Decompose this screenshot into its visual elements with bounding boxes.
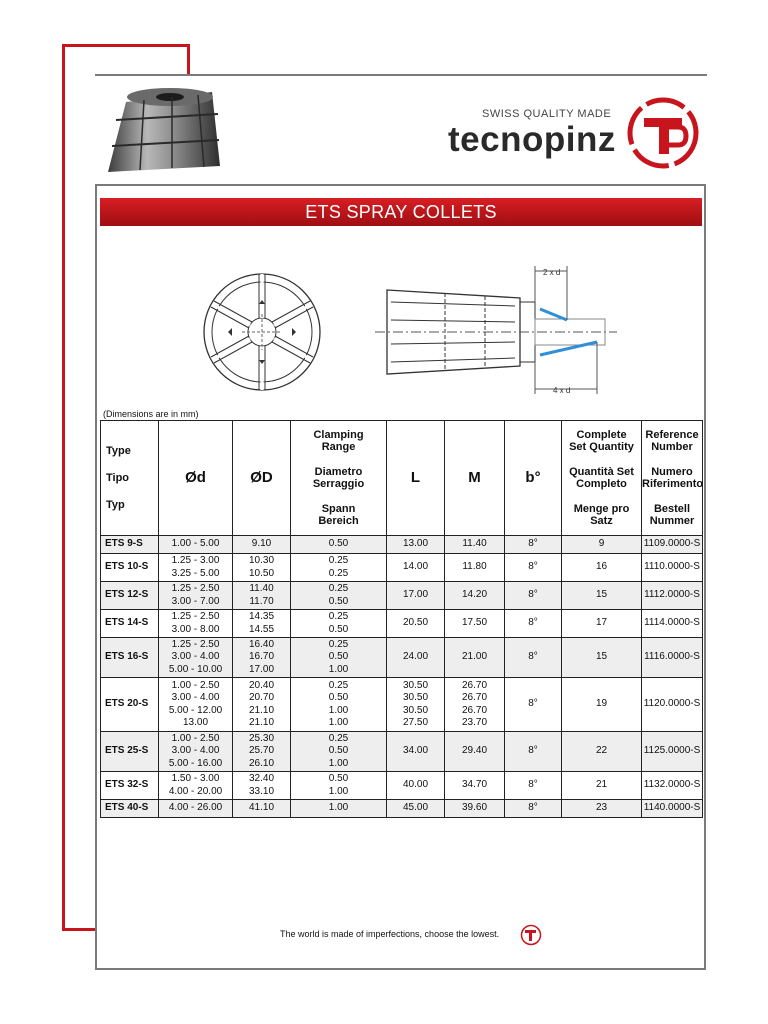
cell-angle: 8° <box>505 638 562 678</box>
cell-type: ETS 12-S <box>101 582 159 610</box>
red-frame-line-bottom <box>62 928 96 931</box>
cell-l: 40.00 <box>387 772 445 800</box>
cell-set-quantity: 15 <box>562 582 642 610</box>
cell-set-quantity: 21 <box>562 772 642 800</box>
dim-label-bottom: 4 x d <box>553 386 571 395</box>
header-d-large: ØD <box>233 421 291 536</box>
cell-l: 14.00 <box>387 554 445 582</box>
cell-reference: 1125.0000-S <box>642 732 703 772</box>
red-frame-line-drop <box>187 44 190 76</box>
cell-reference: 1120.0000-S <box>642 678 703 732</box>
cell-reference: 1116.0000-S <box>642 638 703 678</box>
cell-type: ETS 40-S <box>101 800 159 818</box>
cell-m: 14.20 <box>445 582 505 610</box>
brand-tagline: SWISS QUALITY MADE <box>482 108 612 120</box>
cell-m: 11.80 <box>445 554 505 582</box>
header-reference-number: Reference Number Numero Riferimento Bestell Nummer <box>642 421 703 536</box>
cell-clamping: 0.25 0.50 <box>291 582 387 610</box>
spec-table <box>100 420 703 818</box>
collet-technical-drawing <box>195 262 625 402</box>
header-rule <box>95 74 707 76</box>
cell-m: 39.60 <box>445 800 505 818</box>
cell-l: 34.00 <box>387 732 445 772</box>
cell-type: ETS 32-S <box>101 772 159 800</box>
cell-reference: 1114.0000-S <box>642 610 703 638</box>
cell-clamping: 0.25 0.25 <box>291 554 387 582</box>
cell-set-quantity: 23 <box>562 800 642 818</box>
header-clamping-range: Clamping Range Diametro Serraggio Spann Bereich <box>291 421 387 536</box>
header-b: b° <box>505 421 562 536</box>
dim-label-top: 2 x d <box>543 268 561 277</box>
cell-angle: 8° <box>505 554 562 582</box>
cell-reference: 1109.0000-S <box>642 536 703 554</box>
cell-d-range: 1.50 - 3.00 4.00 - 20.00 <box>159 772 233 800</box>
cell-type: ETS 20-S <box>101 678 159 732</box>
cell-l: 45.00 <box>387 800 445 818</box>
cell-angle: 8° <box>505 582 562 610</box>
table-row <box>101 554 703 582</box>
cell-set-quantity: 19 <box>562 678 642 732</box>
table-row <box>101 582 703 610</box>
cell-angle: 8° <box>505 610 562 638</box>
table-row <box>101 732 703 772</box>
page-title: ETS SPRAY COLLETS <box>100 198 702 226</box>
tecnopinz-logo-icon <box>624 94 702 172</box>
collet-side-view <box>375 266 617 394</box>
cell-m: 34.70 <box>445 772 505 800</box>
table-row <box>101 800 703 818</box>
cell-d-outer: 11.40 11.70 <box>233 582 291 610</box>
cell-d-outer: 20.40 20.70 21.10 21.10 <box>233 678 291 732</box>
cell-set-quantity: 15 <box>562 638 642 678</box>
cell-l: 17.00 <box>387 582 445 610</box>
cell-set-quantity: 16 <box>562 554 642 582</box>
header-l: L <box>387 421 445 536</box>
cell-angle: 8° <box>505 772 562 800</box>
cell-l: 13.00 <box>387 536 445 554</box>
table-row <box>101 610 703 638</box>
cell-d-outer: 25.30 25.70 26.10 <box>233 732 291 772</box>
cell-d-range: 1.00 - 2.50 3.00 - 4.00 5.00 - 12.00 13.00 <box>159 678 233 732</box>
collet-product-image <box>96 80 232 184</box>
red-frame-line-top <box>62 44 190 47</box>
cell-d-outer: 16.40 16.70 17.00 <box>233 638 291 678</box>
footer <box>280 924 560 946</box>
collet-front-view <box>204 274 320 390</box>
cell-angle: 8° <box>505 800 562 818</box>
header-m: M <box>445 421 505 536</box>
cell-d-outer: 9.10 <box>233 536 291 554</box>
cell-set-quantity: 9 <box>562 536 642 554</box>
header-d-small: Ød <box>159 421 233 536</box>
cell-clamping: 0.25 0.50 1.00 <box>291 732 387 772</box>
table-row <box>101 638 703 678</box>
cell-l: 20.50 <box>387 610 445 638</box>
cell-type: ETS 25-S <box>101 732 159 772</box>
cell-m: 11.40 <box>445 536 505 554</box>
table-header-row <box>101 421 703 536</box>
cell-m: 21.00 <box>445 638 505 678</box>
cell-d-range: 1.25 - 2.50 3.00 - 4.00 5.00 - 10.00 <box>159 638 233 678</box>
cell-clamping: 0.25 0.50 <box>291 610 387 638</box>
cell-d-range: 1.25 - 2.50 3.00 - 7.00 <box>159 582 233 610</box>
cell-m: 17.50 <box>445 610 505 638</box>
table-row <box>101 772 703 800</box>
cell-reference: 1110.0000-S <box>642 554 703 582</box>
cell-d-outer: 14.35 14.55 <box>233 610 291 638</box>
cell-angle: 8° <box>505 678 562 732</box>
brand-name: tecnopinz <box>448 120 616 159</box>
cell-d-range: 1.25 - 2.50 3.00 - 8.00 <box>159 610 233 638</box>
table-row <box>101 678 703 732</box>
cell-l: 24.00 <box>387 638 445 678</box>
cell-d-outer: 41.10 <box>233 800 291 818</box>
cell-type: ETS 16-S <box>101 638 159 678</box>
cell-d-range: 1.25 - 3.00 3.25 - 5.00 <box>159 554 233 582</box>
cell-reference: 1132.0000-S <box>642 772 703 800</box>
cell-m: 26.70 26.70 26.70 23.70 <box>445 678 505 732</box>
cell-type: ETS 14-S <box>101 610 159 638</box>
cell-clamping: 1.00 <box>291 800 387 818</box>
cell-d-range: 1.00 - 2.50 3.00 - 4.00 5.00 - 16.00 <box>159 732 233 772</box>
cell-clamping: 0.50 1.00 <box>291 772 387 800</box>
tecnopinz-mini-logo-icon <box>520 924 542 946</box>
cell-clamping: 0.25 0.50 1.00 1.00 <box>291 678 387 732</box>
cell-clamping: 0.50 <box>291 536 387 554</box>
cell-d-range: 4.00 - 26.00 <box>159 800 233 818</box>
cell-angle: 8° <box>505 536 562 554</box>
header-set-quantity: Complete Set Quantity Quantità Set Completo Menge pro Satz <box>562 421 642 536</box>
dimensions-note: (Dimensions are in mm) <box>103 409 199 419</box>
cell-angle: 8° <box>505 732 562 772</box>
cell-d-range: 1.00 - 5.00 <box>159 536 233 554</box>
cell-d-outer: 32.40 33.10 <box>233 772 291 800</box>
red-frame-line-vertical <box>62 44 65 930</box>
cell-set-quantity: 22 <box>562 732 642 772</box>
cell-reference: 1140.0000-S <box>642 800 703 818</box>
footer-slogan: The world is made of imperfections, choose the lowest. <box>280 929 500 939</box>
cell-reference: 1112.0000-S <box>642 582 703 610</box>
cell-l: 30.50 30.50 30.50 27.50 <box>387 678 445 732</box>
cell-type: ETS 9-S <box>101 536 159 554</box>
cell-clamping: 0.25 0.50 1.00 <box>291 638 387 678</box>
cell-m: 29.40 <box>445 732 505 772</box>
cell-set-quantity: 17 <box>562 610 642 638</box>
cell-type: ETS 10-S <box>101 554 159 582</box>
brand-block <box>440 92 710 174</box>
table-row <box>101 536 703 554</box>
header-type: Type Tipo Typ <box>101 421 159 536</box>
cell-d-outer: 10.30 10.50 <box>233 554 291 582</box>
